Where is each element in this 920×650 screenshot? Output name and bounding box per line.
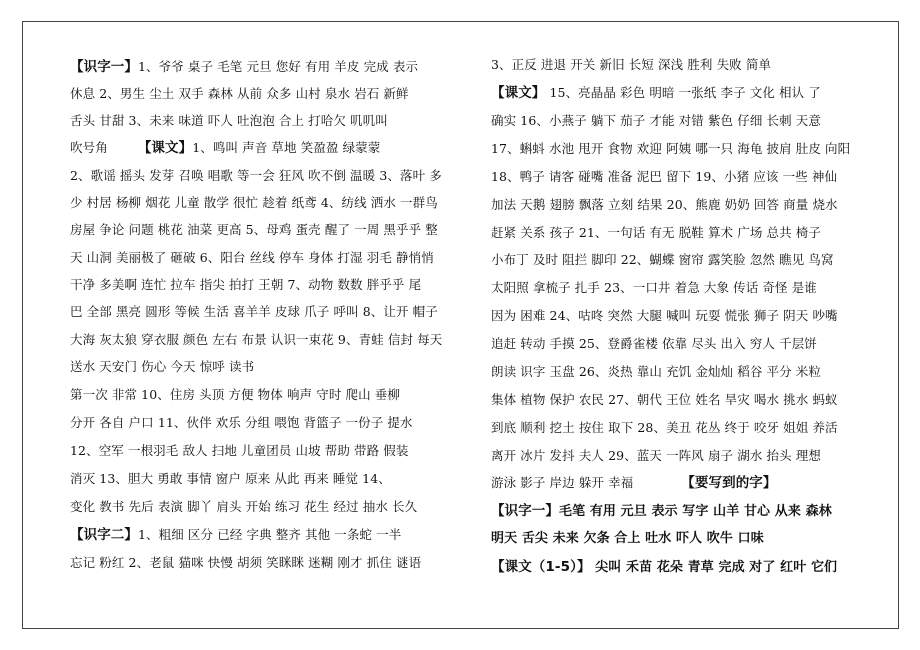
line-text: 尖叫 禾苗 花朵 青草 完成 对了 红叶 它们	[590, 560, 838, 575]
text-line	[70, 411, 476, 435]
line-text: 集体 植物 保护 农民 27、朝代 王位 姓名 旱灾 喝水 挑水 蚂蚁	[491, 392, 838, 407]
line-text: 1、粗细 区分 已经 字典 整齐 其他 一条蛇 一半	[138, 527, 402, 542]
line-text: 变化 教书 先后 表演 脚丫 肩头 开始 练习 花生 经过 抽水 长久	[70, 499, 418, 514]
line-text: 2、歌谣 摇头 发芽 召唤 唱歌 等一会 狂风 吹不倒 温暖 3、落叶 多	[70, 168, 442, 183]
text-line	[491, 137, 875, 161]
line-text: 休息 2、男生 尘土 双手 森林 从前 众多 山村 泉水 岩石 新鲜	[70, 86, 409, 101]
text-line	[491, 81, 875, 105]
section-heading: 【识字一】	[491, 503, 559, 519]
line-text: 吹号角	[70, 140, 108, 155]
text-line	[70, 551, 476, 575]
text-line	[70, 273, 476, 297]
text-line	[70, 300, 476, 324]
line-text: 因为 困难 24、咕咚 突然 大腿 喊叫 玩耍 慌张 狮子 阴天 吵嘴	[491, 308, 838, 323]
text-line	[70, 191, 476, 215]
text-line	[491, 304, 875, 328]
line-text: 1、爷爷 桌子 毛笔 元旦 您好 有用 羊皮 完成 表示	[138, 59, 419, 74]
text-line	[70, 82, 476, 106]
text-line	[491, 471, 875, 495]
document-frame	[22, 21, 899, 629]
text-line	[70, 355, 476, 379]
text-line	[70, 164, 476, 188]
line-text: 到底 顺利 挖土 按住 取下 28、美丑 花丛 终于 咬牙 姐姐 养活	[491, 420, 838, 435]
line-text: 大海 灰太狼 穿衣服 颜色 左右 布景 认识一束花 9、青蛙 信封 每天	[70, 332, 443, 347]
line-text: 1、鸣叫 声音 草地 笑盈盈 绿蒙蒙	[192, 140, 381, 155]
line-text: 太阳照 拿梳子 扎手 23、一口井 着急 大象 传话 奇怪 是谁	[491, 280, 817, 295]
section-heading: 【课文（1-5）】	[491, 559, 591, 575]
text-line	[491, 109, 875, 133]
line-text: 房屋 争论 问题 桃花 油菜 更高 5、母鸡 蛋壳 醒了 一周 黑乎乎 整	[70, 222, 438, 237]
line-text: 17、蝌蚪 水池 甩开 食物 欢迎 阿姨 哪一只 海龟 披肩 肚皮 向阳	[491, 141, 851, 156]
text-line	[70, 55, 476, 79]
text-line	[491, 388, 875, 412]
text-line	[70, 109, 476, 133]
line-text: 确实 16、小燕子 躺下 茄子 才能 对错 紫色 仔细 长刺 天意	[491, 113, 821, 128]
line-text: 送水 天安门 伤心 今天 惊呼 读书	[70, 359, 255, 374]
line-text: 舌头 甘甜 3、未来 味道 吓人 吐泡泡 合上 打哈欠 叽叽叫	[70, 113, 388, 128]
section-heading: 【识字一】	[70, 59, 138, 75]
text-line	[491, 499, 875, 523]
line-text: 3、正反 进退 开关 新旧 长短 深浅 胜利 失败 简单	[491, 57, 772, 72]
text-line	[70, 439, 476, 463]
line-text: 消灭 13、胆大 勇敢 事情 窗户 原来 从此 再来 睡觉 14、	[70, 471, 391, 486]
line-text: 分开 各自 户口 11、伙伴 欢乐 分组 喂饱 背篮子 一份子 提水	[70, 415, 413, 430]
text-line	[491, 332, 875, 356]
line-text: 少 村居 杨柳 烟花 儿童 散学 很忙 趁着 纸鸢 4、纺线 洒水 一群鸟	[70, 195, 438, 210]
line-text: 小布丁 及时 阻拦 脚印 22、蝴蝶 窗帘 露笑脸 忽然 瞧见 鸟窝	[491, 252, 834, 267]
line-text: 巴 全部 黑亮 圆形 等候 生活 喜羊羊 皮球 爪子 呼叫 8、让开 帽子	[70, 304, 438, 319]
text-line	[491, 53, 875, 77]
text-line	[70, 136, 476, 160]
text-line	[491, 360, 875, 384]
line-text: 毛笔 有用 元旦 表示 写字 山羊 甘心 从来 森林	[559, 504, 832, 519]
line-text: 追赶 转动 手摸 25、登爵雀楼 依靠 尽头 出入 穷人 千层饼	[491, 336, 817, 351]
text-line	[491, 416, 875, 440]
text-line	[491, 444, 875, 468]
line-text: 加法 天鹅 翅膀 飘落 立刻 结果 20、熊鹿 奶奶 回答 商量 烧水	[491, 197, 838, 212]
text-line	[491, 555, 875, 579]
line-text: 15、亮晶晶 彩色 明暗 一张纸 李子 文化 相认 了	[545, 85, 821, 100]
section-heading: 【要写到的字】	[681, 475, 777, 491]
line-text: 忘记 粉红 2、老鼠 猫咪 快慢 胡须 笑眯眯 迷糊 刚才 抓住 谜语	[70, 555, 422, 570]
text-line	[70, 467, 476, 491]
text-line	[491, 276, 875, 300]
line-text: 游泳 影子 岸边 躲开 幸福	[491, 475, 634, 490]
line-text: 朗读 识字 玉盘 26、炎热 靠山 充饥 金灿灿 稻谷 平分 米粒	[491, 364, 821, 379]
text-line	[491, 527, 875, 551]
text-line	[491, 221, 875, 245]
text-line	[491, 165, 875, 189]
text-line	[491, 248, 875, 272]
line-text: 干净 多美啊 连忙 拉车 指尖 拍打 王朝 7、动物 数数 胖乎乎 尾	[70, 277, 422, 292]
text-line	[70, 383, 476, 407]
line-text: 12、空军 一根羽毛 敌人 扫地 儿童团员 山坡 帮助 带路 假装	[70, 443, 409, 458]
line-text: 第一次 非常 10、住房 头顶 方便 物体 响声 守时 爬山 垂柳	[70, 387, 400, 402]
text-line	[491, 193, 875, 217]
line-text: 天 山洞 美丽极了 砸破 6、阳台 丝线 停车 身体 打湿 羽毛 静悄悄	[70, 250, 434, 265]
line-text: 离开 冰片 发抖 夫人 29、蓝天 一阵风 扇子 湖水 抬头 理想	[491, 448, 821, 463]
text-line	[70, 328, 476, 352]
section-heading: 【识字二】	[70, 527, 138, 543]
section-heading: 【课文】	[137, 140, 193, 156]
text-line	[70, 246, 476, 270]
line-text: 明天 舌尖 未来 欠条 合上 吐水 吓人 吹牛 口味	[491, 531, 764, 546]
line-text: 赶紧 关系 孩子 21、一句话 有无 脱鞋 算术 广场 总共 椅子	[491, 225, 821, 240]
text-line	[70, 495, 476, 519]
text-line	[70, 218, 476, 242]
line-text: 18、鸭子 请客 碰嘴 准备 泥巴 留下 19、小猪 应该 一些 神仙	[491, 169, 838, 184]
section-heading: 【课文】	[491, 85, 546, 101]
text-line	[70, 523, 476, 547]
